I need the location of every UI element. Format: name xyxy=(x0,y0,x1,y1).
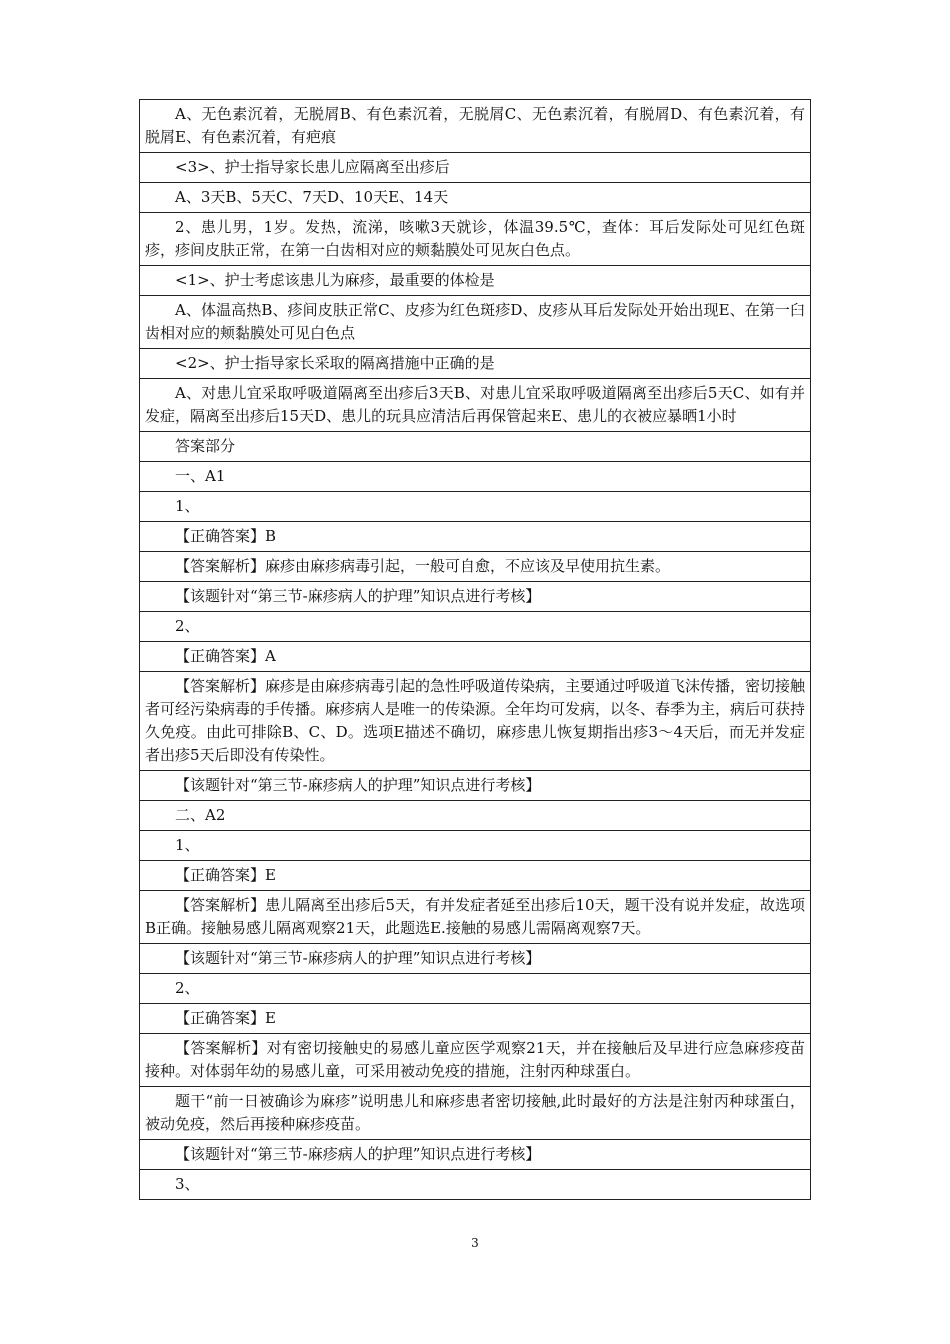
knowledge-point: 【该题针对“第三节-麻疹病人的护理”知识点进行考核】 xyxy=(140,771,811,801)
answer-explanation: 【答案解析】患儿隔离至出疹后5天，有并发症者延至出疹后10天，题干没有说并发症，故选项B正确。接触易感儿隔离观察21天，此题选E.接触的易感儿需隔离观察7天。 xyxy=(140,891,811,944)
table-row xyxy=(140,296,811,349)
table-row xyxy=(140,100,811,153)
answer-explanation-continued: 题干“前一日被确诊为麻疹”说明患儿和麻疹患者密切接触,此时最好的方法是注射丙种球蛋白，被动免疫，然后再接种麻疹疫苗。 xyxy=(140,1087,811,1140)
question-number: 1、 xyxy=(140,492,811,522)
table-row xyxy=(140,891,811,944)
table-row xyxy=(140,492,811,522)
question-number: 1、 xyxy=(140,831,811,861)
section-heading: 一、A1 xyxy=(140,462,811,492)
knowledge-point: 【该题针对“第三节-麻疹病人的护理”知识点进行考核】 xyxy=(140,944,811,974)
answer-explanation: 【答案解析】麻疹由麻疹病毒引起，一般可自愈，不应该及早使用抗生素。 xyxy=(140,552,811,582)
table-row xyxy=(140,183,811,213)
table-row xyxy=(140,974,811,1004)
knowledge-point: 【该题针对“第三节-麻疹病人的护理”知识点进行考核】 xyxy=(140,582,811,612)
question-number: 2、 xyxy=(140,612,811,642)
table-row xyxy=(140,1140,811,1170)
section-heading: 答案部分 xyxy=(140,432,811,462)
table-row xyxy=(140,349,811,379)
table-row xyxy=(140,379,811,432)
question-number: 3、 xyxy=(140,1170,811,1200)
question-number: 2、 xyxy=(140,974,811,1004)
row-text-question: <3>、护士指导家长患儿应隔离至出疹后 xyxy=(140,153,811,183)
table-row xyxy=(140,552,811,582)
document-table xyxy=(139,99,811,1200)
table-row xyxy=(140,642,811,672)
table-row xyxy=(140,801,811,831)
table-row xyxy=(140,861,811,891)
row-text-options: A、无色素沉着，无脱屑B、有色素沉着，无脱屑C、无色素沉着，有脱屑D、有色素沉着，有脱屑E、有色素沉着，有疤痕 xyxy=(140,100,811,153)
answer-explanation: 【答案解析】对有密切接触史的易感儿童应医学观察21天，并在接触后及早进行应急麻疹疫苗接种。对体弱年幼的易感儿童，可采用被动免疫的措施，注射丙种球蛋白。 xyxy=(140,1034,811,1087)
table-row xyxy=(140,672,811,771)
table-row xyxy=(140,1087,811,1140)
row-text-options: A、对患儿宜采取呼吸道隔离至出疹后3天B、对患儿宜采取呼吸道隔离至出疹后5天C、如有并发症，隔离至出疹后15天D、患儿的玩具应清洁后再保管起来E、患儿的衣被应暴晒1小时 xyxy=(140,379,811,432)
correct-answer: 【正确答案】E xyxy=(140,861,811,891)
knowledge-point: 【该题针对“第三节-麻疹病人的护理”知识点进行考核】 xyxy=(140,1140,811,1170)
correct-answer: 【正确答案】A xyxy=(140,642,811,672)
table-row xyxy=(140,1170,811,1200)
table-row xyxy=(140,1034,811,1087)
row-text-case: 2、患儿男，1岁。发热，流涕，咳嗽3天就诊，体温39.5℃，查体：耳后发际处可见红色斑疹，疹间皮肤正常，在第一白齿相对应的颊黏膜处可见灰白色点。 xyxy=(140,213,811,266)
correct-answer: 【正确答案】B xyxy=(140,522,811,552)
table-row xyxy=(140,771,811,801)
section-heading: 二、A2 xyxy=(140,801,811,831)
row-text-options: A、体温高热B、疹间皮肤正常C、皮疹为红色斑疹D、皮疹从耳后发际处开始出现E、在第一臼齿相对应的颊黏膜处可见白色点 xyxy=(140,296,811,349)
row-text-options: A、3天B、5天C、7天D、10天E、14天 xyxy=(140,183,811,213)
table-row xyxy=(140,831,811,861)
answer-explanation: 【答案解析】麻疹是由麻疹病毒引起的急性呼吸道传染病，主要通过呼吸道飞沫传播，密切接触者可经污染病毒的手传播。麻疹病人是唯一的传染源。全年均可发病，以冬、春季为主，病后可获持久免疫。由此可排除B、C、D。选项E描述不确切，麻疹患儿恢复期指出疹3～4天后，而无并发症者出疹5天后即没有传染性。 xyxy=(140,672,811,771)
table-row xyxy=(140,432,811,462)
page-number: 3 xyxy=(471,1236,479,1250)
table-row xyxy=(140,153,811,183)
table-row xyxy=(140,582,811,612)
table-row xyxy=(140,612,811,642)
table-row xyxy=(140,213,811,266)
table-row xyxy=(140,1004,811,1034)
row-text-question: <1>、护士考虑该患儿为麻疹，最重要的体检是 xyxy=(140,266,811,296)
row-text-question: <2>、护士指导家长采取的隔离措施中正确的是 xyxy=(140,349,811,379)
table-row xyxy=(140,266,811,296)
table-row xyxy=(140,522,811,552)
correct-answer: 【正确答案】E xyxy=(140,1004,811,1034)
table-row xyxy=(140,462,811,492)
table-row xyxy=(140,944,811,974)
